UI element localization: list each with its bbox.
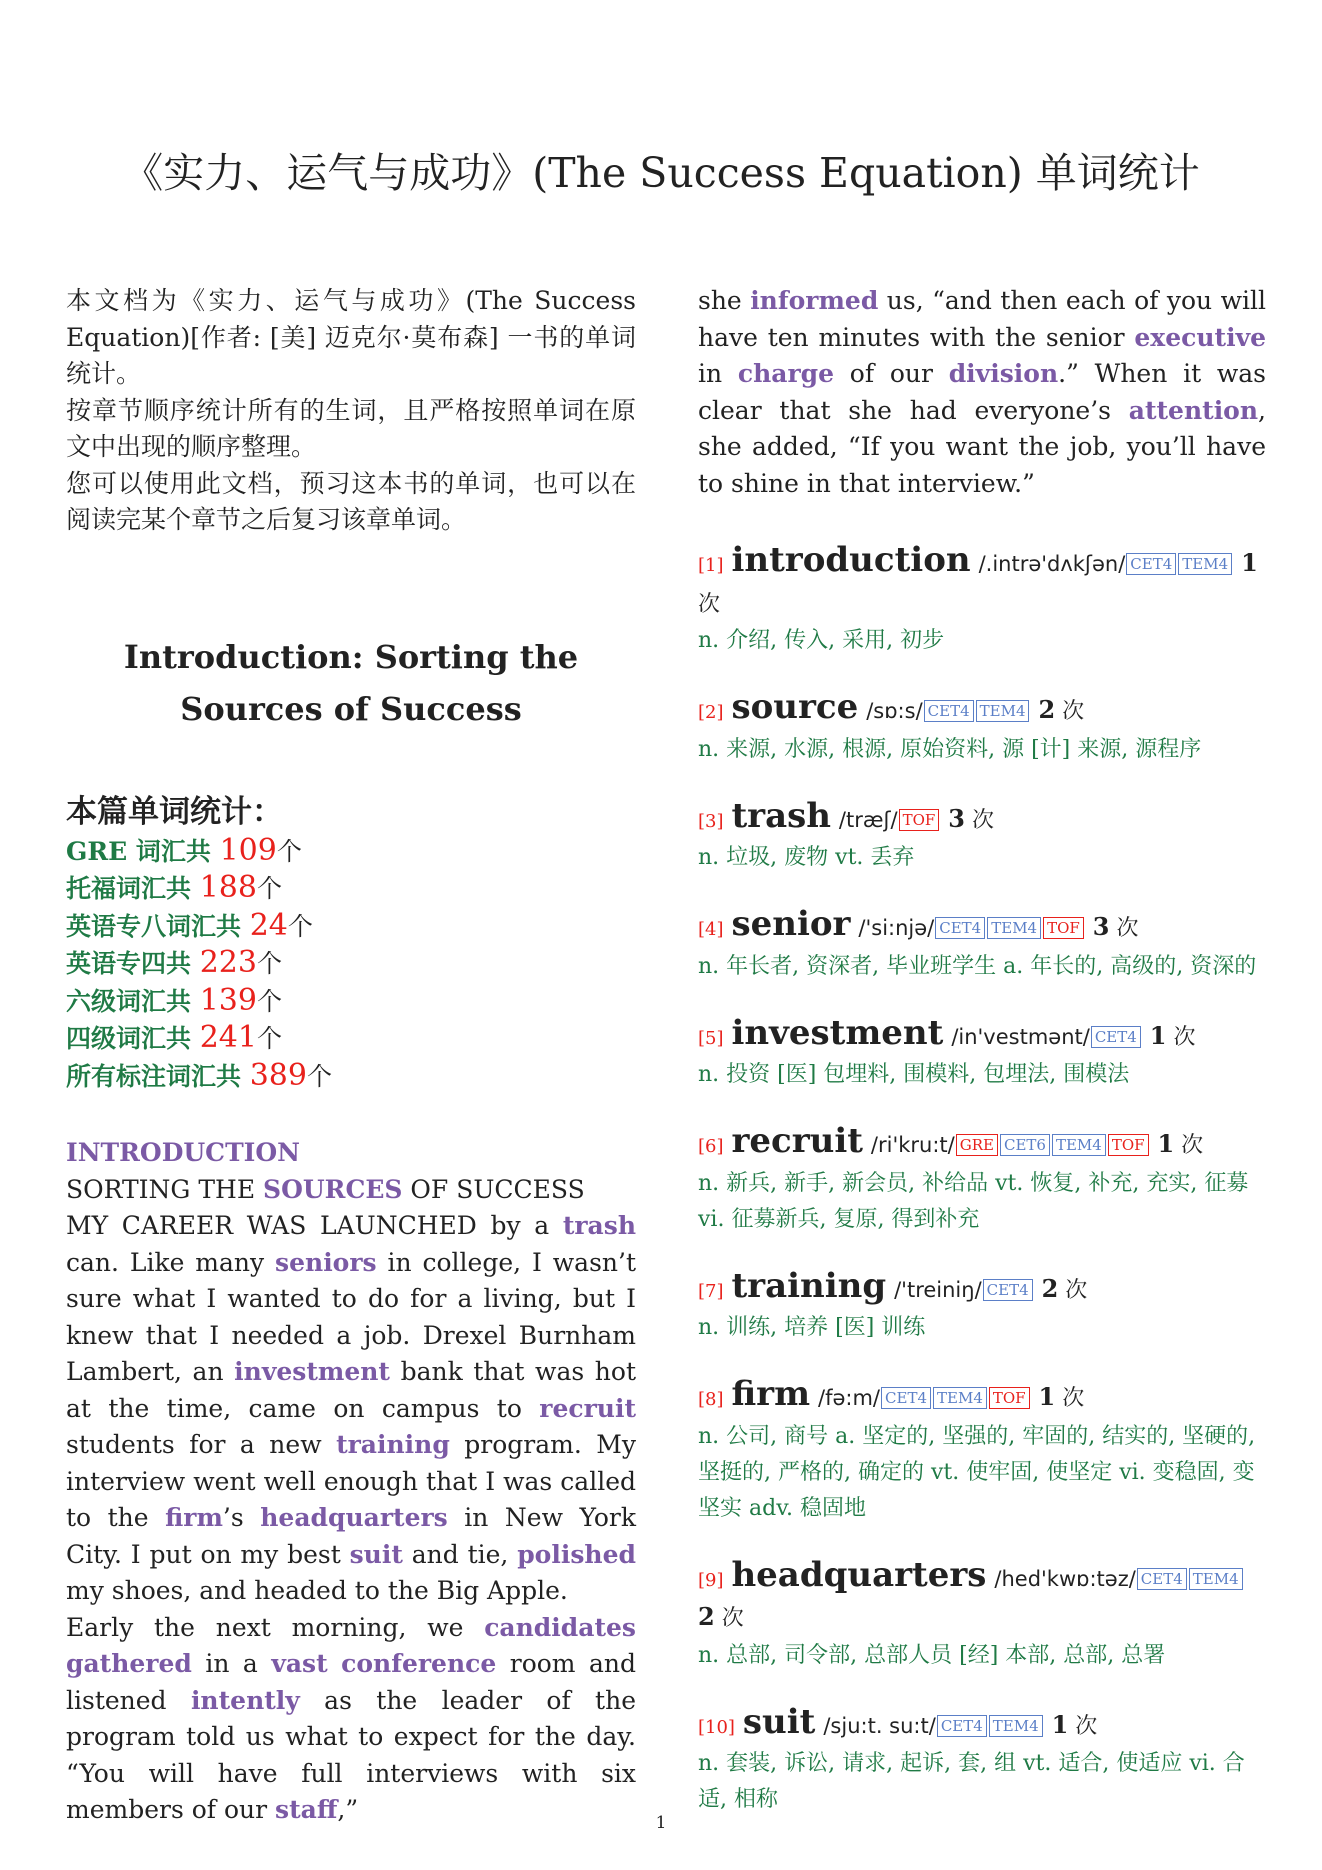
vocab-count: 1 <box>1051 1709 1069 1739</box>
highlighted-word: staff <box>275 1795 338 1824</box>
vocab-word: training <box>731 1265 887 1306</box>
stat-label: 托福词汇共 <box>66 874 200 903</box>
vocab-ipa: /træʃ/ <box>838 807 898 832</box>
highlighted-word: investment <box>234 1357 390 1386</box>
vocab-frequency <box>1149 1020 1196 1050</box>
vocab-count-unit: 次 <box>1058 1277 1088 1303</box>
passage-text: program. My interview went well enough that I was called to the <box>66 1430 636 1532</box>
stat-row <box>66 983 636 1021</box>
highlighted-word: executive <box>1134 322 1266 352</box>
vocab-tag: CET4 <box>924 700 974 722</box>
highlighted-word: vast <box>271 1649 328 1678</box>
stat-unit: 个 <box>256 949 282 978</box>
left-column <box>66 283 636 1829</box>
highlighted-word: attention <box>1128 395 1259 425</box>
vocab-tag: TEM4 <box>1189 1568 1243 1590</box>
vocab-count-unit: 次 <box>1068 1713 1098 1739</box>
page-title: 《实力、运气与成功》(The Success Equation) 单词统计 <box>122 149 1200 197</box>
passage-text: ,” <box>337 1795 359 1824</box>
vocab-count-unit: 次 <box>1166 1024 1196 1050</box>
passage-text: can. Like many <box>66 1247 276 1277</box>
vocab-ipa: /sɒ:s/ <box>866 699 923 723</box>
vocab-count-unit: 次 <box>965 807 994 833</box>
vocab-ipa: /hed'kwɒ:təz/ <box>994 1566 1136 1591</box>
vocab-ipa: /'treiniŋ/ <box>894 1277 982 1302</box>
passage-text: and tie, <box>402 1539 518 1569</box>
highlighted-word: headquarters <box>260 1503 448 1532</box>
intro-paragraph: 本文档为《实力、运气与成功》(The Success Equation)[作者: [美] 迈克尔·莫布森] 一书的单词统计。 <box>66 286 636 388</box>
vocab-count: 3 <box>948 803 965 833</box>
stat-unit: 个 <box>276 836 302 866</box>
highlighted-word: conference <box>341 1649 497 1678</box>
vocab-frequency <box>948 803 994 833</box>
vocab-tag: CET4 <box>1137 1568 1187 1590</box>
highlighted-word: firm <box>165 1503 223 1532</box>
right-column <box>698 283 1266 1818</box>
vocab-count: 1 <box>1038 1382 1056 1411</box>
vocab-definition: n. 总部, 司令部, 总部人员 [经] 本部, 总部, 总署 <box>698 1642 1166 1668</box>
page-number: 1 <box>655 1813 667 1833</box>
highlighted-word: candidates <box>484 1612 636 1642</box>
vocab-definition: n. 套装, 诉讼, 请求, 起诉, 套, 组 vt. 适合, 使适应 vi. 合适, 相称 <box>698 1751 1245 1812</box>
vocab-tag: GRE <box>956 1134 998 1156</box>
stat-unit: 个 <box>256 986 282 1016</box>
vocab-frequency <box>1038 695 1085 724</box>
stat-label: 四级词汇共 <box>66 1024 200 1053</box>
vocab-word: source <box>731 687 859 727</box>
passage-text: , she added, “If you want the job, you’ll have to shine in that interview.” <box>698 395 1266 498</box>
vocab-word: headquarters <box>731 1554 987 1595</box>
vocab-frequency <box>1092 912 1139 941</box>
passage-text: she <box>698 286 751 315</box>
vocab-ipa: /fə:m/ <box>818 1386 881 1410</box>
vocab-count: 3 <box>1092 912 1110 941</box>
subheading-post: OF SUCCESS <box>402 1174 585 1204</box>
vocab-definition: n. 介绍, 传入, 采用, 初步 <box>698 628 945 653</box>
intro-block <box>66 283 636 539</box>
vocab-tag: CET4 <box>937 1715 987 1737</box>
vocab-ipa: /in'vestmənt/ <box>951 1024 1090 1049</box>
vocab-index: [1] <box>698 555 724 576</box>
section-title: Introduction: Sorting the Sources of Success <box>123 637 579 728</box>
passage-text: in college, I wasn’t sure what I wanted to do for a living, but I knew that I needed a job. Drexel Burnham Lambert, an <box>66 1247 636 1386</box>
stat-count: 109 <box>219 832 277 868</box>
vocab-definition: n. 垃圾, 废物 vt. 丢弃 <box>698 845 915 870</box>
vocab-entry <box>698 1123 1266 1238</box>
vocab-head <box>698 906 1266 949</box>
vocab-word: recruit <box>731 1121 863 1161</box>
vocab-entry <box>698 795 1266 877</box>
vocab-definition: n. 投资 [医] 包埋料, 围模料, 包埋法, 围模法 <box>698 1062 1130 1087</box>
vocab-count-unit: 次 <box>1174 1133 1204 1158</box>
vocab-tag: TOF <box>1108 1134 1149 1156</box>
stat-count: 188 <box>199 870 257 905</box>
vocab-count: 2 <box>698 1602 715 1631</box>
vocab-word: suit <box>742 1701 816 1742</box>
vocab-index: [8] <box>698 1389 724 1410</box>
vocab-entry <box>698 1376 1266 1527</box>
vocab-tag: TEM4 <box>987 917 1041 939</box>
vocab-entry <box>698 1554 1266 1674</box>
highlighted-word: charge <box>737 359 835 388</box>
chapter-subheading <box>66 1172 636 1209</box>
vocab-count-unit: 次 <box>1055 699 1085 724</box>
vocab-word: trash <box>731 795 831 836</box>
intro-paragraph: 您可以使用此文档，预习这本书的单词，也可以在阅读完某个章节之后复习该章单词。 <box>66 468 636 534</box>
stat-row <box>66 833 636 871</box>
passage-text: ’s <box>222 1503 261 1532</box>
subheading-pre: SORTING THE <box>66 1174 264 1204</box>
highlighted-word: seniors <box>275 1247 377 1277</box>
highlighted-word: polished <box>517 1539 636 1569</box>
vocab-ipa: /sju:t. su:t/ <box>823 1713 936 1738</box>
stat-row <box>66 945 636 983</box>
vocab-tag: CET6 <box>1000 1134 1050 1156</box>
vocab-index: [5] <box>698 1027 724 1049</box>
vocab-head <box>698 1701 1266 1747</box>
vocab-index: [10] <box>698 1716 735 1738</box>
vocab-definition: n. 训练, 培养 [医] 训练 <box>698 1315 926 1340</box>
stat-label: 六级词汇共 <box>66 986 200 1016</box>
vocab-entry <box>698 1012 1266 1094</box>
vocab-entry <box>698 1265 1266 1347</box>
vocab-head <box>698 1554 1266 1638</box>
vocab-head <box>698 1012 1266 1058</box>
highlighted-word: division <box>948 359 1059 388</box>
passage-text: as the leader of the program told us what to expect for the day. “You will have full interviews with six members of our <box>66 1685 636 1824</box>
vocab-list <box>698 542 1266 1818</box>
vocab-word: introduction <box>731 540 971 580</box>
vocab-head <box>698 542 1266 623</box>
stat-unit: 个 <box>256 1024 282 1053</box>
subheading-highlight: SOURCES <box>263 1174 403 1204</box>
passage-text: of our <box>834 359 949 388</box>
highlighted-word: suit <box>349 1539 403 1569</box>
highlighted-word: training <box>336 1430 450 1459</box>
vocab-tag: TEM4 <box>1052 1134 1106 1156</box>
vocab-ipa: /ri'kru:t/ <box>870 1133 955 1157</box>
stat-row <box>66 908 636 946</box>
highlighted-word: gathered <box>66 1649 192 1678</box>
passage-text: MY CAREER WAS LAUNCHED by a <box>66 1211 563 1240</box>
vocab-tag: TEM4 <box>989 1715 1043 1737</box>
vocab-index: [7] <box>698 1280 724 1302</box>
highlighted-word: trash <box>562 1211 636 1240</box>
vocab-tag: TOF <box>989 1387 1030 1409</box>
stat-label: 英语专八词汇共 <box>66 911 250 941</box>
vocab-tag: CET4 <box>983 1279 1033 1301</box>
passage-text: in a <box>191 1649 272 1678</box>
vocab-frequency <box>1038 1382 1085 1411</box>
stats-title: 本篇单词统计： <box>66 793 283 830</box>
vocab-tag: CET4 <box>881 1387 931 1409</box>
stat-label: 英语专四共 <box>66 949 200 978</box>
stat-count: 389 <box>249 1057 307 1093</box>
passage-text: in <box>698 359 738 388</box>
vocab-head <box>698 795 1266 841</box>
vocab-tag: CET4 <box>1126 553 1176 575</box>
stat-row <box>66 1058 636 1096</box>
highlighted-word: intently <box>190 1685 300 1715</box>
stat-count: 139 <box>199 982 257 1018</box>
stats-list <box>66 833 636 1096</box>
passage-text: us, “and then each of you will have ten minutes with the senior <box>698 286 1266 352</box>
vocab-tag: CET4 <box>1091 1026 1141 1048</box>
vocab-ipa: /'si:njə/ <box>858 916 935 940</box>
vocab-word: senior <box>731 904 851 944</box>
vocab-index: [4] <box>698 919 724 940</box>
stat-label: 所有标注词汇共 <box>66 1061 250 1091</box>
vocab-word: firm <box>731 1374 811 1414</box>
vocab-frequency <box>1051 1709 1098 1739</box>
vocab-frequency <box>1157 1129 1204 1158</box>
vocab-definition: n. 公司, 商号 a. 坚定的, 坚强的, 牢固的, 结实的, 坚硬的, 坚挺的, 严格的, 确定的 vt. 使牢固, 使坚定 vi. 变稳固, 变坚实 adv. 稳固地 <box>698 1423 1256 1521</box>
stat-unit: 个 <box>306 1061 332 1091</box>
vocab-count: 1 <box>1241 548 1258 577</box>
vocab-count: 2 <box>1038 695 1056 724</box>
passage-text: room and listened <box>66 1649 637 1715</box>
vocab-head <box>698 1265 1266 1311</box>
passage-paragraph <box>66 1610 636 1829</box>
vocab-frequency <box>698 1602 744 1631</box>
vocab-head <box>698 1123 1266 1166</box>
vocab-definition: n. 年长者, 资深者, 毕业班学生 a. 年长的, 高级的, 资深的 <box>698 953 1257 979</box>
stat-count: 241 <box>199 1020 257 1055</box>
passage-text <box>328 1649 341 1678</box>
vocab-tag: TEM4 <box>933 1387 987 1409</box>
passage-text: students for a new <box>66 1430 337 1459</box>
vocab-head <box>698 689 1266 732</box>
vocab-count-unit: 次 <box>1109 916 1139 941</box>
vocab-index: [3] <box>698 810 724 832</box>
vocab-tag: CET4 <box>935 917 985 939</box>
vocab-tag: TOF <box>899 809 940 831</box>
vocab-definition: n. 来源, 水源, 根源, 原始资料, 源 [计] 来源, 源程序 <box>698 736 1202 762</box>
vocab-ipa: /.intrə'dʌkʃən/ <box>978 552 1126 576</box>
chapter-label: INTRODUCTION <box>66 1138 301 1167</box>
stat-unit: 个 <box>256 874 282 903</box>
passage-text: my shoes, and headed to the Big Apple. <box>66 1576 568 1605</box>
vocab-entry <box>698 689 1266 768</box>
vocab-tag: TEM4 <box>976 700 1030 722</box>
vocab-entry <box>698 1701 1266 1819</box>
stat-row <box>66 1020 636 1058</box>
vocab-index: [9] <box>698 1569 724 1591</box>
highlighted-word: recruit <box>539 1393 636 1423</box>
passage-text: .” When it was clear that she had everyone’s <box>698 359 1267 425</box>
stat-label: GRE 词汇共 <box>66 836 220 866</box>
vocab-index: [6] <box>698 1136 724 1157</box>
vocab-head <box>698 1376 1266 1419</box>
stat-count: 223 <box>199 945 257 980</box>
stat-row <box>66 870 636 908</box>
vocab-count-unit: 次 <box>1055 1386 1085 1411</box>
stat-unit: 个 <box>287 911 313 941</box>
vocab-count-unit: 次 <box>698 591 721 617</box>
passage-paragraph <box>66 1208 636 1610</box>
vocab-tag: TEM4 <box>1178 553 1232 575</box>
vocab-word: investment <box>731 1012 944 1053</box>
highlighted-word: informed <box>750 286 879 315</box>
vocab-frequency <box>1041 1273 1088 1303</box>
vocab-entry <box>698 542 1266 659</box>
vocab-count-unit: 次 <box>714 1606 744 1631</box>
passage-text: bank that was hot at the time, came on campus to <box>66 1357 636 1423</box>
passage-text: Early the next morning, we <box>66 1612 485 1642</box>
vocab-tag: TOF <box>1043 917 1084 939</box>
passage-paragraph <box>698 283 1266 502</box>
vocab-count: 1 <box>1149 1020 1167 1050</box>
passage-text: in New York City. I put on my best <box>66 1503 636 1569</box>
vocab-index: [2] <box>698 702 724 723</box>
vocab-count: 2 <box>1041 1273 1059 1303</box>
vocab-count: 1 <box>1157 1129 1175 1158</box>
vocab-definition: n. 新兵, 新手, 新会员, 补给品 vt. 恢复, 补充, 充实, 征募 vi. 征募新兵, 复原, 得到补充 <box>698 1170 1249 1232</box>
vocab-entry <box>698 906 1266 985</box>
intro-paragraph: 按章节顺序统计所有的生词，且严格按照单词在原文中出现的顺序整理。 <box>66 395 636 461</box>
stat-count: 24 <box>249 907 288 943</box>
